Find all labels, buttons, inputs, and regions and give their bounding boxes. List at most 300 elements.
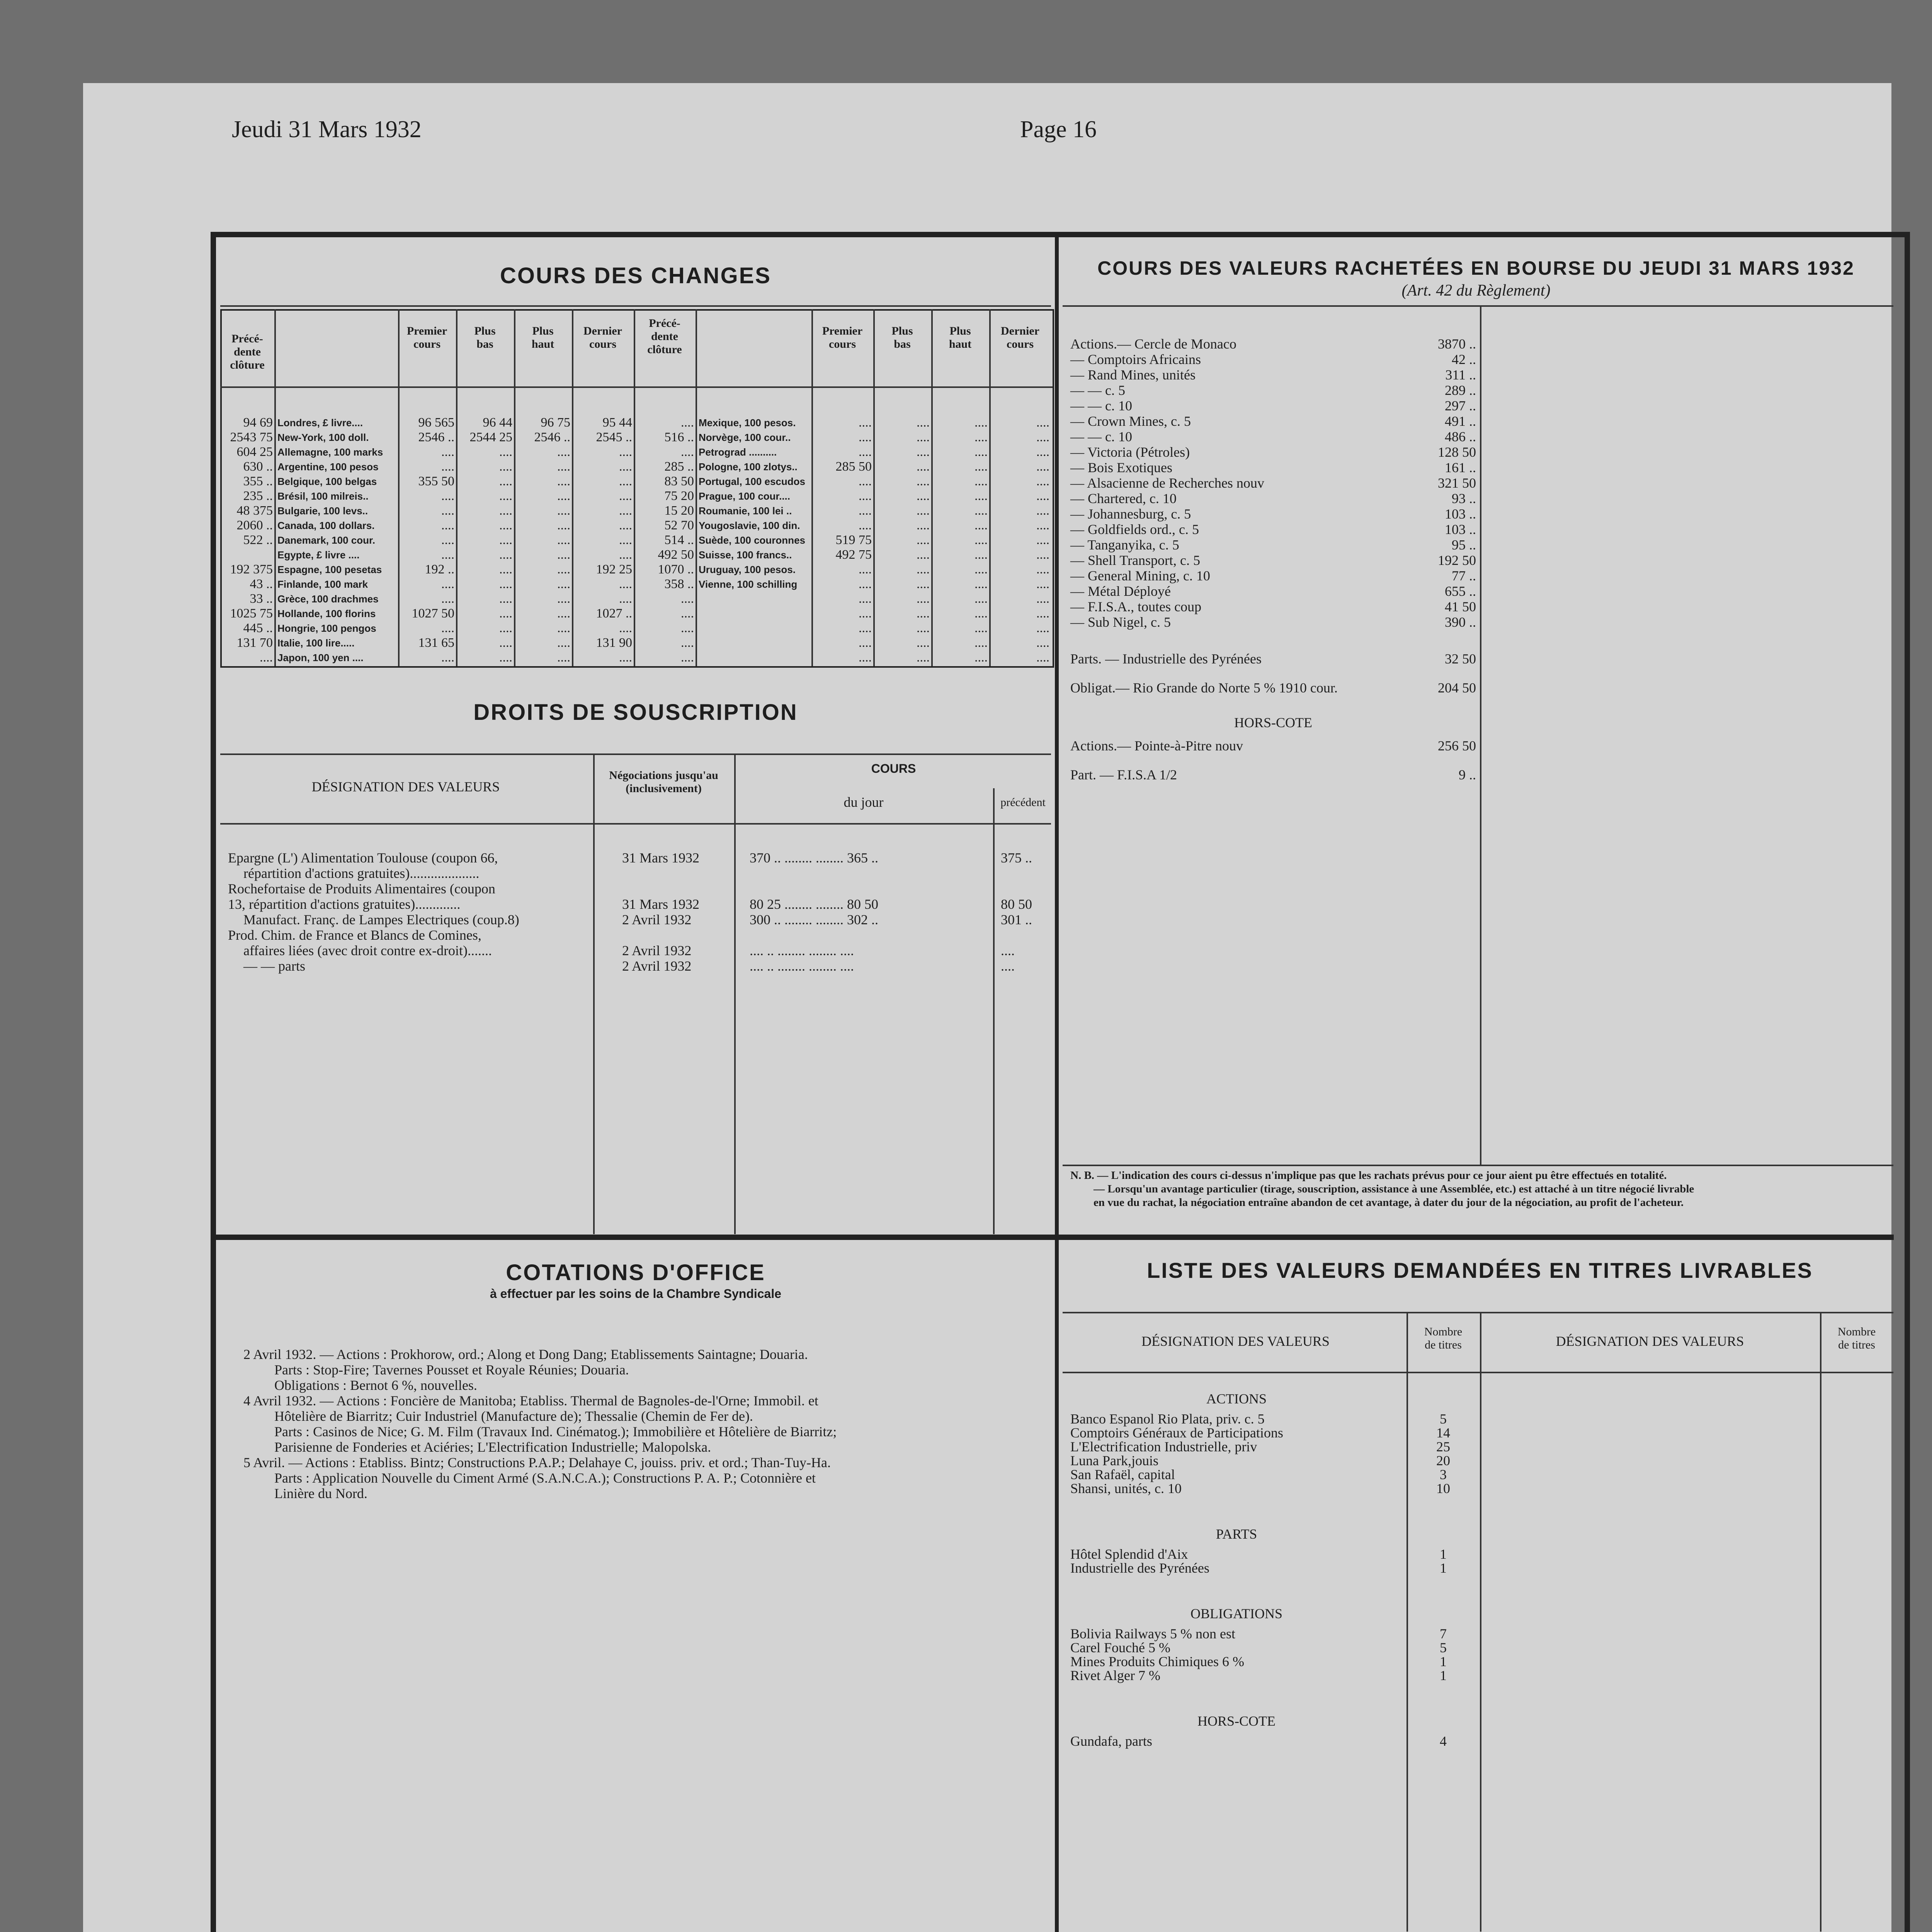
cotations-line: 2 Avril 1932. — Actions : Prokhorow, ord.; Along et Dong Dang; Etablissements Saintagne; Douaria. <box>243 1347 808 1362</box>
changes-cell: .... <box>1036 650 1049 665</box>
liste-row <box>1070 1454 1476 1468</box>
changes-cell: .... <box>557 445 570 459</box>
changes-cell: .... <box>681 636 694 650</box>
changes-cell: .... <box>681 592 694 606</box>
changes-cell: 2546 .. <box>534 430 570 444</box>
rachetees-rows <box>1070 336 1476 782</box>
rachetees-name: — — c. 10 <box>1070 429 1132 444</box>
rachetees-parts-label: Parts. — Industrielle des Pyrénées <box>1070 651 1262 667</box>
liste-name: Hôtel Splendid d'Aix <box>1070 1546 1188 1562</box>
changes-cell: Espagne, 100 pesetas <box>277 564 382 575</box>
changes-cell: 522 .. <box>243 533 273 547</box>
cotations-line: Parts : Application Nouvelle du Ciment Armé (S.A.N.C.A.); Constructions P. A. P.; Cotonnière et <box>274 1470 816 1486</box>
changes-cell: .... <box>1036 489 1049 503</box>
droits-name: Epargne (L') Alimentation Toulouse (coupon 66, <box>228 850 498 866</box>
changes-col-bas-right <box>876 415 930 665</box>
changes-cell: .... <box>681 650 694 665</box>
liste-h-designation: DÉSIGNATION DES VALEURS <box>1141 1333 1330 1349</box>
changes-cell: 75 20 <box>664 489 694 503</box>
changes-cell: .... <box>975 621 988 635</box>
changes-cell: 95 44 <box>602 415 632 430</box>
liste-name: Shansi, unités, c. 10 <box>1070 1481 1182 1496</box>
changes-cell: 285 .. <box>664 459 694 474</box>
changes-cell: Mexique, 100 pesos. <box>699 417 796 429</box>
changes-cell: .... <box>441 489 454 503</box>
droits-row <box>228 866 1051 881</box>
changes-cell: .... <box>499 621 512 635</box>
changes-cell: 235 .. <box>243 489 273 503</box>
liste-count: 14 <box>1436 1425 1450 1440</box>
changes-cell: .... <box>975 430 988 444</box>
droits-row <box>228 943 1051 958</box>
changes-cell: .... <box>619 474 632 488</box>
liste-row <box>1070 1481 1476 1495</box>
changes-cell: .... <box>859 621 872 635</box>
changes-cell: .... <box>619 445 632 459</box>
changes-cell <box>699 621 811 636</box>
droits-date: 2 Avril 1932 <box>622 943 692 958</box>
changes-cell: .... <box>975 636 988 650</box>
changes-cell: .... <box>499 474 512 488</box>
droits-name: 13, répartition d'actions gratuites)............. <box>228 896 461 912</box>
rachetees-oblig <box>1070 680 1476 696</box>
changes-cell: .... <box>499 650 512 665</box>
changes-cell: .... <box>1036 562 1049 577</box>
liste-count: 7 <box>1440 1626 1447 1641</box>
changes-header-rule <box>220 386 1053 388</box>
changes-cell: Belgique, 100 belgas <box>277 476 377 487</box>
changes-col-dernier-right <box>992 415 1049 665</box>
liste-title: LISTE DES VALEURS DEMANDÉES EN TITRES LIVRABLES <box>1147 1258 1813 1282</box>
changes-cell: 516 .. <box>664 430 694 444</box>
changes-cell: .... <box>1036 548 1049 562</box>
changes-cell: Grèce, 100 drachmes <box>277 593 379 605</box>
changes-cell: 192 25 <box>596 562 632 577</box>
changes-cell: 131 65 <box>418 636 454 650</box>
changes-cell: 131 70 <box>236 636 273 650</box>
changes-cell: Danemark, 100 cour. <box>277 534 375 546</box>
changes-cell: .... <box>557 650 570 665</box>
changes-cell: Uruguay, 100 pesos. <box>699 564 796 575</box>
changes-cell: Norvège, 100 cour.. <box>699 432 791 443</box>
changes-cell: .... <box>557 459 570 474</box>
rachetees-name: — General Mining, c. 10 <box>1070 568 1210 583</box>
changes-cell: .... <box>557 533 570 547</box>
droits-title: DROITS DE SOUSCRIPTION <box>473 700 798 725</box>
droits-row <box>228 927 1051 943</box>
cotations-line: 4 Avril 1932. — Actions : Foncière de Manitoba; Etabliss. Thermal de Bagnoles-de-l'Orne; Immobil. et <box>243 1393 818 1408</box>
rachetees-value: 103 .. <box>1445 506 1476 522</box>
liste-name: Banco Espanol Rio Plata, priv. c. 5 <box>1070 1411 1265 1427</box>
changes-cell: .... <box>975 577 988 591</box>
changes-cell: .... <box>499 518 512 532</box>
changes-col-names-left <box>277 415 397 665</box>
liste-name: Bolivia Railways 5 % non est <box>1070 1626 1235 1641</box>
rachetees-hc-row <box>1070 738 1476 753</box>
rachetees-nb2: — Lorsqu'un avantage particulier (tirage, souscription, assistance à une Assemblée, etc.) est attaché à un titre négocié livrable <box>1094 1183 1694 1195</box>
rachetees-value: 42 .. <box>1452 352 1476 367</box>
droits-date: 31 Mars 1932 <box>622 896 699 912</box>
rachetees-row <box>1070 583 1476 599</box>
changes-cell: 33 .. <box>250 592 273 606</box>
cotations-line: 5 Avril. — Actions : Etabliss. Bintz; Constructions P.A.P.; Delahaye C, jouiss. priv. et ord.; Than-Tuy-Ha. <box>243 1455 831 1470</box>
changes-cell: .... <box>917 489 930 503</box>
changes-cell: 630 .. <box>243 459 273 474</box>
liste-group-label: PARTS <box>1216 1526 1257 1542</box>
changes-cell: Brésil, 100 milreis.. <box>277 490 369 502</box>
changes-col-haut-right <box>934 415 988 665</box>
rachetees-name: — Chartered, c. 10 <box>1070 491 1177 506</box>
rachetees-name: — Bois Exotiques <box>1070 460 1173 475</box>
rachetees-row <box>1070 553 1476 568</box>
liste-count: 1 <box>1440 1668 1447 1683</box>
vertical-divider-mid <box>1055 1240 1059 1932</box>
droits-h-cours: COURS <box>871 762 916 776</box>
rachetees-row <box>1070 599 1476 614</box>
liste-row <box>1070 1561 1476 1575</box>
changes-cell: .... <box>917 518 930 532</box>
changes-cell: .... <box>917 592 930 606</box>
changes-cell <box>699 636 811 650</box>
changes-cell: .... <box>859 562 872 577</box>
changes-h-prec-left: Précé- dente clôture <box>230 332 265 371</box>
changes-cell: .... <box>1036 518 1049 532</box>
changes-cell: .... <box>917 621 930 635</box>
rachetees-name: — Alsacienne de Recherches nouv <box>1070 475 1264 491</box>
changes-cell: .... <box>619 533 632 547</box>
changes-col-dernier-left <box>575 415 632 665</box>
changes-cell: .... <box>557 518 570 532</box>
droits-prec: .... <box>1001 943 1015 958</box>
changes-cell: 2545 .. <box>596 430 632 444</box>
changes-cell: .... <box>975 518 988 532</box>
changes-cell: .... <box>859 445 872 459</box>
changes-h-haut-right: Plus haut <box>949 325 972 350</box>
changes-cell: .... <box>859 415 872 430</box>
changes-cell: .... <box>917 503 930 518</box>
changes-cell <box>699 592 811 606</box>
changes-cell: 1027 .. <box>596 606 632 621</box>
liste-count: 5 <box>1440 1640 1447 1655</box>
changes-cell: .... <box>917 650 930 665</box>
changes-cell: .... <box>619 621 632 635</box>
changes-col-names-right <box>699 415 811 665</box>
liste-name: Rivet Alger 7 % <box>1070 1668 1160 1683</box>
rachetees-row <box>1070 429 1476 444</box>
changes-cell: New-York, 100 doll. <box>277 432 369 443</box>
droits-prec: 301 .. <box>1001 912 1032 927</box>
vertical-divider-top <box>1055 237 1059 1238</box>
changes-cell: .... <box>441 592 454 606</box>
rachetees-hc-row-value: 256 50 <box>1438 738 1476 753</box>
rachetees-name: — — c. 10 <box>1070 398 1132 413</box>
changes-cell: 2060 .. <box>236 518 273 532</box>
rachetees-nb3: en vue du rachat, la négociation entraîne abandon de cet avantage, à dater du jour de la négociation, au profit de l'acheteur. <box>1094 1196 1684 1209</box>
liste-row <box>1070 1440 1476 1454</box>
changes-cell: .... <box>681 621 694 635</box>
changes-h-haut-left: Plus haut <box>531 325 554 350</box>
changes-cell: .... <box>557 592 570 606</box>
rachetees-value: 491 .. <box>1445 413 1476 429</box>
liste-row <box>1070 1641 1476 1655</box>
droits-name: Manufact. Franç. de Lampes Electriques (coup.8) <box>243 912 519 927</box>
rachetees-value: 321 50 <box>1438 475 1476 491</box>
cotations-subtitle: à effectuer par les soins de la Chambre Syndicale <box>490 1287 782 1301</box>
changes-cell: 492 75 <box>835 548 872 562</box>
droits-name: répartition d'actions gratuites).................... <box>243 866 480 881</box>
changes-col-prec-left <box>223 415 273 665</box>
liste-name: L'Electrification Industrielle, priv <box>1070 1439 1257 1454</box>
changes-cell: 192 375 <box>230 562 273 577</box>
changes-cell: 514 .. <box>664 533 694 547</box>
changes-cell: .... <box>975 562 988 577</box>
changes-cell: .... <box>499 489 512 503</box>
changes-cell: Portugal, 100 escudos <box>699 476 805 487</box>
rachetees-name: — Goldfields ord., c. 5 <box>1070 522 1199 537</box>
changes-cell: 192 .. <box>425 562 454 577</box>
rachetees-hc-row-label: Part. — F.I.S.A 1/2 <box>1070 767 1177 782</box>
changes-cell: .... <box>859 606 872 621</box>
droits-cours: .... .. ........ ........ .... <box>750 958 854 974</box>
rachetees-name: — Tanganyika, c. 5 <box>1070 537 1179 553</box>
rachetees-row <box>1070 475 1476 491</box>
changes-cell: .... <box>681 415 694 430</box>
liste-h-nombre-right: Nombre de titres <box>1837 1325 1876 1351</box>
changes-cell: .... <box>557 621 570 635</box>
droits-date: 2 Avril 1932 <box>622 912 692 927</box>
changes-cell: Suède, 100 couronnes <box>699 534 805 546</box>
changes-cell: 131 90 <box>596 636 632 650</box>
rachetees-value: 390 .. <box>1445 614 1476 630</box>
liste-row <box>1070 1547 1476 1561</box>
changes-cell: Egypte, £ livre .... <box>277 549 360 561</box>
changes-cell: .... <box>619 548 632 562</box>
droits-cours: 370 .. ........ ........ 365 .. <box>750 850 878 866</box>
changes-cell: .... <box>859 489 872 503</box>
changes-cell: .... <box>975 459 988 474</box>
droits-prec: .... <box>1001 958 1015 974</box>
changes-cell: .... <box>557 562 570 577</box>
changes-cell: 492 50 <box>658 548 694 562</box>
liste-count: 4 <box>1440 1733 1447 1749</box>
changes-cell: Londres, £ livre.... <box>277 417 363 429</box>
rachetees-hc-row-label: Actions.— Pointe-à-Pitre nouv <box>1070 738 1243 753</box>
droits-name: — — parts <box>243 958 305 974</box>
liste-count: 20 <box>1436 1453 1450 1468</box>
changes-cell: .... <box>619 650 632 665</box>
liste-rows <box>1070 1391 1450 1749</box>
liste-name: Carel Fouché 5 % <box>1070 1640 1170 1655</box>
cotations-line: Obligations : Bernot 6 %, nouvelles. <box>274 1378 477 1393</box>
cotations-line: Parts : Stop-Fire; Tavernes Pousset et Royale Réunies; Douaria. <box>274 1362 629 1378</box>
changes-h-prec-right: Précé- dente clôture <box>647 317 682 356</box>
changes-cell: .... <box>859 503 872 518</box>
liste-group-label: ACTIONS <box>1206 1391 1267 1406</box>
changes-cell: .... <box>1036 430 1049 444</box>
changes-cell: 1025 75 <box>230 606 273 621</box>
changes-cell: Bulgarie, 100 levs.. <box>277 505 368 517</box>
droits-date: 31 Mars 1932 <box>622 850 699 866</box>
changes-cell: .... <box>859 518 872 532</box>
changes-cell: .... <box>917 562 930 577</box>
changes-cell: .... <box>1036 503 1049 518</box>
changes-cell: Hongrie, 100 pengos <box>277 622 376 634</box>
changes-cell: 604 25 <box>236 445 273 459</box>
cotations-line: Parisienne de Fonderies et Aciéries; L'Electrification Industrielle; Malopolska. <box>274 1439 711 1455</box>
rachetees-row <box>1070 568 1476 583</box>
rachetees-name: — Métal Déployé <box>1070 583 1171 599</box>
rachetees-name: — Rand Mines, unités <box>1070 367 1196 383</box>
rachetees-value: 41 50 <box>1445 599 1476 614</box>
changes-cell: Pologne, 100 zlotys.. <box>699 461 798 473</box>
liste-name: Gundafa, parts <box>1070 1733 1152 1749</box>
changes-cell: 445 .. <box>243 621 273 635</box>
changes-cell: Italie, 100 lire..... <box>277 637 355 649</box>
changes-cell: .... <box>557 636 570 650</box>
changes-cell: .... <box>917 636 930 650</box>
changes-cell: .... <box>917 430 930 444</box>
rachetees-row <box>1070 537 1476 553</box>
changes-cell: .... <box>619 503 632 518</box>
changes-cell: 83 50 <box>664 474 694 488</box>
changes-cell: 2544 25 <box>469 430 512 444</box>
changes-cell: .... <box>975 489 988 503</box>
changes-cell: .... <box>441 533 454 547</box>
changes-cell: 48 375 <box>236 503 273 518</box>
changes-cell: 94 69 <box>243 415 273 430</box>
changes-cell: .... <box>619 459 632 474</box>
changes-cell: .... <box>441 445 454 459</box>
changes-cell: .... <box>859 474 872 488</box>
rachetees-value: 3870 .. <box>1438 336 1476 352</box>
changes-cell: Petrograd .......... <box>699 446 777 458</box>
changes-cell: 96 75 <box>541 415 570 430</box>
changes-cell: .... <box>441 548 454 562</box>
droits-h-designation: DÉSIGNATION DES VALEURS <box>311 779 500 794</box>
rachetees-value: 192 50 <box>1438 553 1476 568</box>
changes-cell: .... <box>441 650 454 665</box>
changes-cell <box>699 606 811 621</box>
cotations-line: Parts : Casinos de Nice; G. M. Film (Travaux Ind. Cinématog.); Immobilière et Hôtelière de Biarritz; <box>274 1424 837 1439</box>
changes-cell: Hollande, 100 florins <box>277 608 376 619</box>
changes-cell: .... <box>499 562 512 577</box>
changes-cell: .... <box>1036 474 1049 488</box>
rachetees-nb: N. B. — L'indication des cours ci-dessus n'implique pas que les rachats prévus pour ce jour aient pu être effectués en totalité. <box>1070 1169 1667 1182</box>
rachetees-row <box>1070 460 1476 475</box>
changes-cell: 355 .. <box>243 474 273 488</box>
changes-cell: .... <box>859 577 872 591</box>
rachetees-value: 95 .. <box>1452 537 1476 553</box>
rachetees-name: — Shell Transport, c. 5 <box>1070 553 1201 568</box>
changes-h-premier-right: Premier cours <box>822 325 863 350</box>
changes-cell: 15 20 <box>664 503 694 518</box>
liste-name: San Rafaël, capital <box>1070 1467 1175 1482</box>
liste-count: 10 <box>1436 1481 1450 1496</box>
changes-cell: .... <box>499 606 512 621</box>
header-page: Page 16 <box>1020 116 1097 143</box>
changes-cell: .... <box>1036 592 1049 606</box>
rachetees-parts-value: 32 50 <box>1445 651 1476 667</box>
changes-cell: .... <box>557 577 570 591</box>
rachetees-value: 161 .. <box>1445 460 1476 475</box>
changes-cell: .... <box>975 415 988 430</box>
changes-cell: .... <box>975 592 988 606</box>
droits-row <box>228 958 1051 974</box>
changes-cell: 285 50 <box>835 459 872 474</box>
rachetees-title: COURS DES VALEURS RACHETÉES EN BOURSE DU JEUDI 31 MARS 1932 <box>1097 257 1855 279</box>
changes-cell: Finlande, 100 mark <box>277 578 368 590</box>
changes-cell: .... <box>975 445 988 459</box>
rachetees-name: — Crown Mines, c. 5 <box>1070 413 1191 429</box>
droits-cours: .... .. ........ ........ .... <box>750 943 854 958</box>
changes-cell: .... <box>619 577 632 591</box>
rachetees-oblig-value: 204 50 <box>1438 680 1476 696</box>
droits-row <box>228 850 1051 866</box>
rachetees-name: — Sub Nigel, c. 5 <box>1070 614 1171 630</box>
changes-cell: .... <box>619 592 632 606</box>
changes-cell: .... <box>681 445 694 459</box>
changes-cell <box>223 548 273 562</box>
changes-cell: .... <box>441 459 454 474</box>
rachetees-name: Actions.— Cercle de Monaco <box>1070 336 1236 352</box>
changes-cell: Japon, 100 yen .... <box>277 652 364 663</box>
rachetees-value: 128 50 <box>1438 444 1476 460</box>
changes-cell: 355 50 <box>418 474 454 488</box>
cotations-line: Linière du Nord. <box>274 1486 367 1501</box>
changes-cell <box>699 650 811 665</box>
changes-cell: .... <box>917 548 930 562</box>
liste-name: Mines Produits Chimiques 6 % <box>1070 1654 1245 1669</box>
rachetees-value: 103 .. <box>1445 522 1476 537</box>
changes-cell: .... <box>619 489 632 503</box>
changes-cell: .... <box>1036 606 1049 621</box>
liste-row <box>1070 1655 1476 1668</box>
liste-row <box>1070 1426 1476 1440</box>
changes-cell: .... <box>1036 636 1049 650</box>
changes-cell: .... <box>499 548 512 562</box>
horizontal-divider-mid <box>216 1235 1894 1240</box>
rachetees-row <box>1070 352 1476 367</box>
changes-cell: .... <box>557 606 570 621</box>
rachetees-oblig-label: Obligat.— Rio Grande do Norte 5 % 1910 cour. <box>1070 680 1338 696</box>
rachetees-value: 289 .. <box>1445 383 1476 398</box>
droits-cours: 300 .. ........ ........ 302 .. <box>750 912 878 927</box>
changes-cell: .... <box>499 577 512 591</box>
changes-col-bas-left <box>458 415 512 665</box>
changes-col-prec-right <box>637 415 694 665</box>
changes-cell: .... <box>859 430 872 444</box>
cotations-line: Hôtelière de Biarritz; Cuir Industriel (Manufacture de); Thessalie (Chemin de Fer de). <box>274 1408 753 1424</box>
liste-h-designation-right: DÉSIGNATION DES VALEURS <box>1556 1333 1744 1349</box>
changes-cell: .... <box>441 518 454 532</box>
rachetees-name: — F.I.S.A., toutes coup <box>1070 599 1202 614</box>
changes-cell: .... <box>975 650 988 665</box>
cotations-paragraphs <box>243 1347 1047 1501</box>
rachetees-parts <box>1070 651 1476 667</box>
droits-row <box>228 896 1051 912</box>
changes-cell: .... <box>441 503 454 518</box>
droits-row <box>228 881 1051 896</box>
changes-cell: .... <box>681 606 694 621</box>
liste-row <box>1070 1412 1476 1426</box>
changes-cell: 52 70 <box>664 518 694 532</box>
droits-rows <box>228 850 1051 974</box>
changes-h-premier-left: Premier cours <box>406 325 447 350</box>
rachetees-hc-row-value: 9 .. <box>1459 767 1476 782</box>
droits-date: 2 Avril 1932 <box>622 958 692 974</box>
rachetees-value: 655 .. <box>1445 583 1476 599</box>
rachetees-name: — — c. 5 <box>1070 383 1125 398</box>
